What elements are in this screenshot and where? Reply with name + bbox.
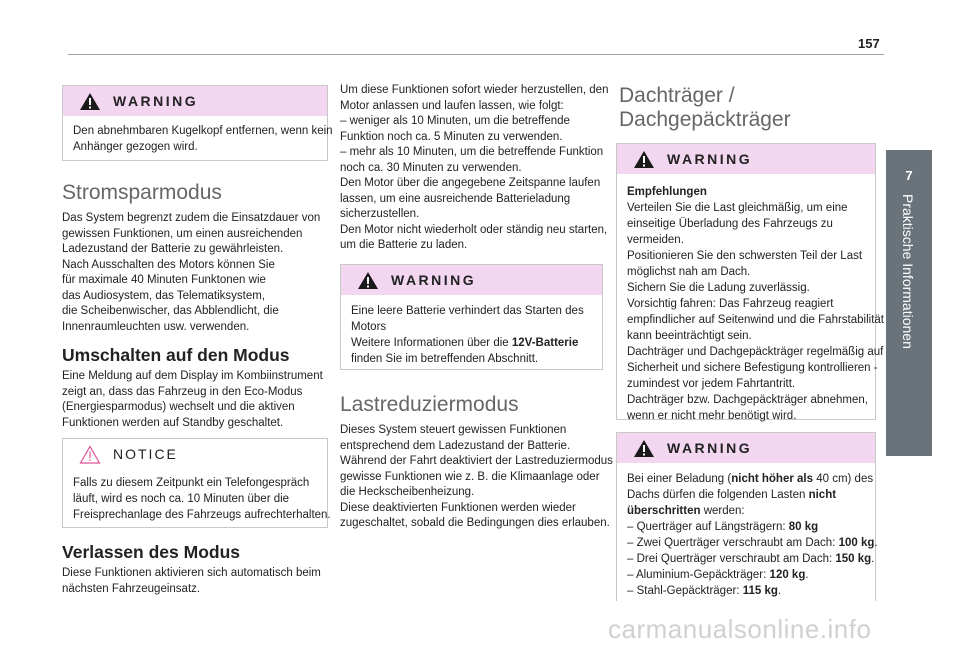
warning-triangle-icon bbox=[357, 271, 379, 290]
chapter-number: 7 bbox=[905, 168, 913, 183]
warning-header bbox=[617, 433, 875, 463]
text-line: zumindest vor jedem Fahrtantritt. bbox=[627, 378, 796, 390]
notice-header bbox=[63, 439, 327, 469]
text-span: – Drei Querträger verschraubt am Dach: bbox=[627, 553, 836, 565]
text-span: Weitere Informationen über die bbox=[351, 337, 512, 349]
text-line: noch ca. 30 Minuten zu verwenden. bbox=[340, 161, 522, 174]
text-line: zeigt an, dass das Fahrzeug in den Eco-Modus bbox=[62, 385, 303, 398]
text-line: die Heckscheibenheizung. bbox=[340, 486, 475, 498]
text-line: vermeiden. bbox=[627, 234, 684, 246]
text-line: gewisse Funktionen wie z. B. die Klimaanlage oder bbox=[340, 470, 600, 483]
text-line: einseitige Überladung des Fahrzeugs zu bbox=[627, 218, 833, 230]
notice-triangle-icon bbox=[79, 445, 101, 464]
text-line: Dachträger bzw. Dachgepäckträger abnehmen, bbox=[627, 394, 869, 406]
text-line bbox=[627, 503, 865, 519]
warning-box-kugelkopf bbox=[62, 85, 333, 161]
text-line: Funktionen werden auf Standby geschaltet. bbox=[62, 416, 284, 429]
paragraph-lastreduziermodus bbox=[340, 423, 613, 532]
text-span: – Zwei Querträger verschraubt am Dach: bbox=[627, 537, 839, 549]
text-line: Den Motor nicht wiederholt oder ständig neu starten, bbox=[340, 223, 608, 236]
heading-line: Dachgepäckträger bbox=[619, 108, 791, 131]
notice-title: NOTICE bbox=[113, 446, 178, 462]
chapter-side-tab[interactable] bbox=[886, 150, 932, 456]
warning-text bbox=[617, 463, 878, 607]
text-line: – mehr als 10 Minuten, um die betreffende Funktion bbox=[340, 146, 604, 158]
text-span: . bbox=[805, 569, 809, 581]
text-line: Freisprechanlage des Fahrzeugs aufrechterhalten. bbox=[73, 509, 331, 521]
text-line bbox=[351, 335, 592, 351]
text-line: für maximale 40 Minuten Funktonen wie bbox=[62, 274, 266, 286]
text-span: . bbox=[777, 585, 782, 597]
text-line: Ladezustand der Batterie zu gewährleisten. bbox=[62, 243, 284, 255]
list-item bbox=[627, 583, 865, 599]
text-line: Diese deaktivierten Funktionen werden wieder bbox=[340, 501, 576, 514]
text-line: Um diese Funktionen sofort wieder herzustellen, den bbox=[340, 84, 609, 96]
warning-text bbox=[617, 174, 884, 432]
paragraph-wiederherstellen bbox=[340, 83, 608, 254]
text-line: Diese Funktionen aktivieren sich automatisch beim bbox=[62, 567, 321, 579]
text-line: Dachträger und Dachgepäckträger regelmäßig auf bbox=[627, 346, 884, 358]
text-line: möglichst nah am Dach. bbox=[627, 266, 751, 278]
text-line bbox=[627, 471, 874, 487]
warning-text bbox=[63, 116, 333, 163]
text-line: zugeschaltet, sobald die Bedingungen dies erlauben. bbox=[340, 517, 610, 529]
chapter-label: Praktische Informationen bbox=[900, 194, 916, 349]
text-span: 40 cm) des bbox=[813, 473, 874, 485]
text-line: Funktion noch ca. 5 Minuten zu verwenden. bbox=[340, 130, 563, 143]
text-line: Den Motor über die angegebene Zeitspanne laufen bbox=[340, 177, 601, 189]
text-span: . bbox=[874, 537, 878, 549]
list-item bbox=[627, 519, 865, 535]
text-line: Vorsichtig fahren: Das Fahrzeug reagiert bbox=[627, 298, 834, 310]
text-line: Das System begrenzt zudem die Einsatzdauer von bbox=[62, 212, 321, 224]
text-line: Eine leere Batterie verhindert das Starten des bbox=[351, 305, 584, 317]
text-line: kann beeinträchtigt sein. bbox=[627, 330, 752, 342]
heading-stromsparmodus: Stromsparmodus bbox=[62, 181, 222, 204]
text-span: 115 kg bbox=[742, 585, 778, 597]
text-span: – Stahl-Gepäckträger: bbox=[627, 585, 743, 597]
text-line: Während der Fahrt deaktiviert der Lastreduziermodus bbox=[340, 455, 613, 467]
text-span: Dachs dürfen die folgenden Lasten bbox=[627, 489, 809, 501]
text-span: 100 kg bbox=[838, 537, 875, 549]
text-span: überschritten bbox=[627, 505, 701, 517]
list-item bbox=[627, 567, 865, 583]
text-span: 150 kg bbox=[835, 553, 872, 565]
warning-box-batterie bbox=[340, 264, 603, 370]
text-span: nicht höher als bbox=[731, 473, 814, 485]
text-line: Den abnehmbaren Kugelkopf entfernen, wenn kein bbox=[73, 125, 333, 137]
text-line: Motor anlassen und laufen lassen, wie folgt: bbox=[340, 99, 564, 112]
text-span: . bbox=[871, 553, 875, 565]
warning-triangle-icon bbox=[633, 150, 655, 169]
text-line: Verteilen Sie die Last gleichmäßig, um eine bbox=[627, 202, 848, 214]
warning-header bbox=[341, 265, 602, 295]
text-line: läuft, wird es noch ca. 10 Minuten über die bbox=[73, 493, 290, 505]
text-span: – Querträger auf Längsträgern: bbox=[627, 521, 789, 533]
text-span: 120 kg bbox=[769, 569, 806, 581]
text-line: Motors bbox=[351, 321, 387, 333]
warning-title: WARNING bbox=[667, 440, 753, 456]
warning-box-empfehlungen bbox=[616, 143, 884, 422]
warning-subheading: Empfehlungen bbox=[627, 186, 707, 198]
heading-lastreduziermodus: Lastreduziermodus bbox=[340, 393, 519, 416]
text-line: das Audiosystem, das Telematiksystem, bbox=[62, 289, 266, 302]
text-span: nicht bbox=[808, 489, 837, 501]
paragraph-umschalten bbox=[62, 369, 323, 431]
heading-dachtraeger bbox=[619, 84, 791, 132]
watermark: carmanualsonline.info bbox=[608, 614, 872, 644]
chapter-label-wrap bbox=[886, 194, 932, 444]
text-line: um die Batterie zu laden. bbox=[340, 239, 468, 251]
warning-box-beladung bbox=[616, 432, 876, 601]
paragraph-stromsparmodus bbox=[62, 211, 320, 335]
text-line: Anhänger gezogen wird. bbox=[73, 141, 198, 153]
text-line: sicherzustellen. bbox=[340, 208, 420, 220]
notice-text bbox=[63, 469, 331, 531]
link-12v-batterie: 12V-Batterie bbox=[511, 337, 579, 349]
warning-title: WARNING bbox=[391, 272, 477, 288]
list-item bbox=[627, 551, 875, 567]
text-line: entsprechend dem Ladezustand der Batterie. bbox=[340, 439, 571, 452]
heading-line: Dachträger / bbox=[619, 84, 735, 107]
warning-header bbox=[63, 86, 327, 116]
text-line: Nach Ausschalten des Motors können Sie bbox=[62, 258, 275, 271]
text-line: Sicherheit und sichere Befestigung kontrollieren - bbox=[627, 362, 878, 374]
text-line: finden Sie im betreffenden Abschnitt. bbox=[351, 353, 539, 365]
notice-box bbox=[62, 438, 331, 528]
text-line: – weniger als 10 Minuten, um die betreffende bbox=[340, 115, 570, 127]
text-line: Eine Meldung auf dem Display im Kombiinstrument bbox=[62, 370, 323, 382]
text-span: – Aluminium-Gepäckträger: bbox=[627, 569, 770, 581]
text-line: Innenraumleuchten usw. verwenden. bbox=[62, 320, 250, 333]
text-line: die Scheibenwischer, das Abblendlicht, die bbox=[62, 305, 279, 317]
text-line: empfindlicher auf Seitenwind und die Fahrstabilität bbox=[627, 314, 884, 326]
text-span: 80 kg bbox=[788, 521, 819, 533]
text-line: (Energiesparmodus) wechselt und die aktiven bbox=[62, 401, 295, 413]
text-line: Falls zu diesem Zeitpunkt ein Telefongespräch bbox=[73, 477, 310, 489]
warning-title: WARNING bbox=[667, 151, 753, 167]
warning-header bbox=[617, 144, 875, 174]
text-line: gewissen Funktionen, um einen ausreichenden bbox=[62, 227, 303, 240]
list-item bbox=[627, 535, 878, 551]
text-line: Dieses System steuert gewissen Funktionen bbox=[340, 424, 567, 436]
text-line: wenn er nicht mehr benötigt wird. bbox=[627, 410, 797, 422]
warning-triangle-icon bbox=[79, 92, 101, 111]
warning-text bbox=[341, 295, 602, 375]
text-line: Sichern Sie die Ladung zuverlässig. bbox=[627, 282, 810, 294]
heading-verlassen: Verlassen des Modus bbox=[62, 542, 240, 562]
text-line: lassen, um eine ausreichende Batterieladung bbox=[340, 192, 571, 205]
page-number: 157 bbox=[858, 36, 880, 51]
text-line: Positionieren Sie den schwersten Teil der Last bbox=[627, 250, 863, 262]
warning-title: WARNING bbox=[113, 93, 199, 109]
header-rule bbox=[68, 54, 884, 55]
heading-umschalten: Umschalten auf den Modus bbox=[62, 345, 290, 365]
text-line bbox=[627, 487, 865, 503]
text-span: werden: bbox=[700, 505, 745, 517]
text-span: Bei einer Beladung ( bbox=[627, 473, 732, 485]
text-line: nächsten Fahrzeugeinsatz. bbox=[62, 582, 201, 595]
warning-triangle-icon bbox=[633, 439, 655, 458]
paragraph-verlassen bbox=[62, 566, 321, 597]
